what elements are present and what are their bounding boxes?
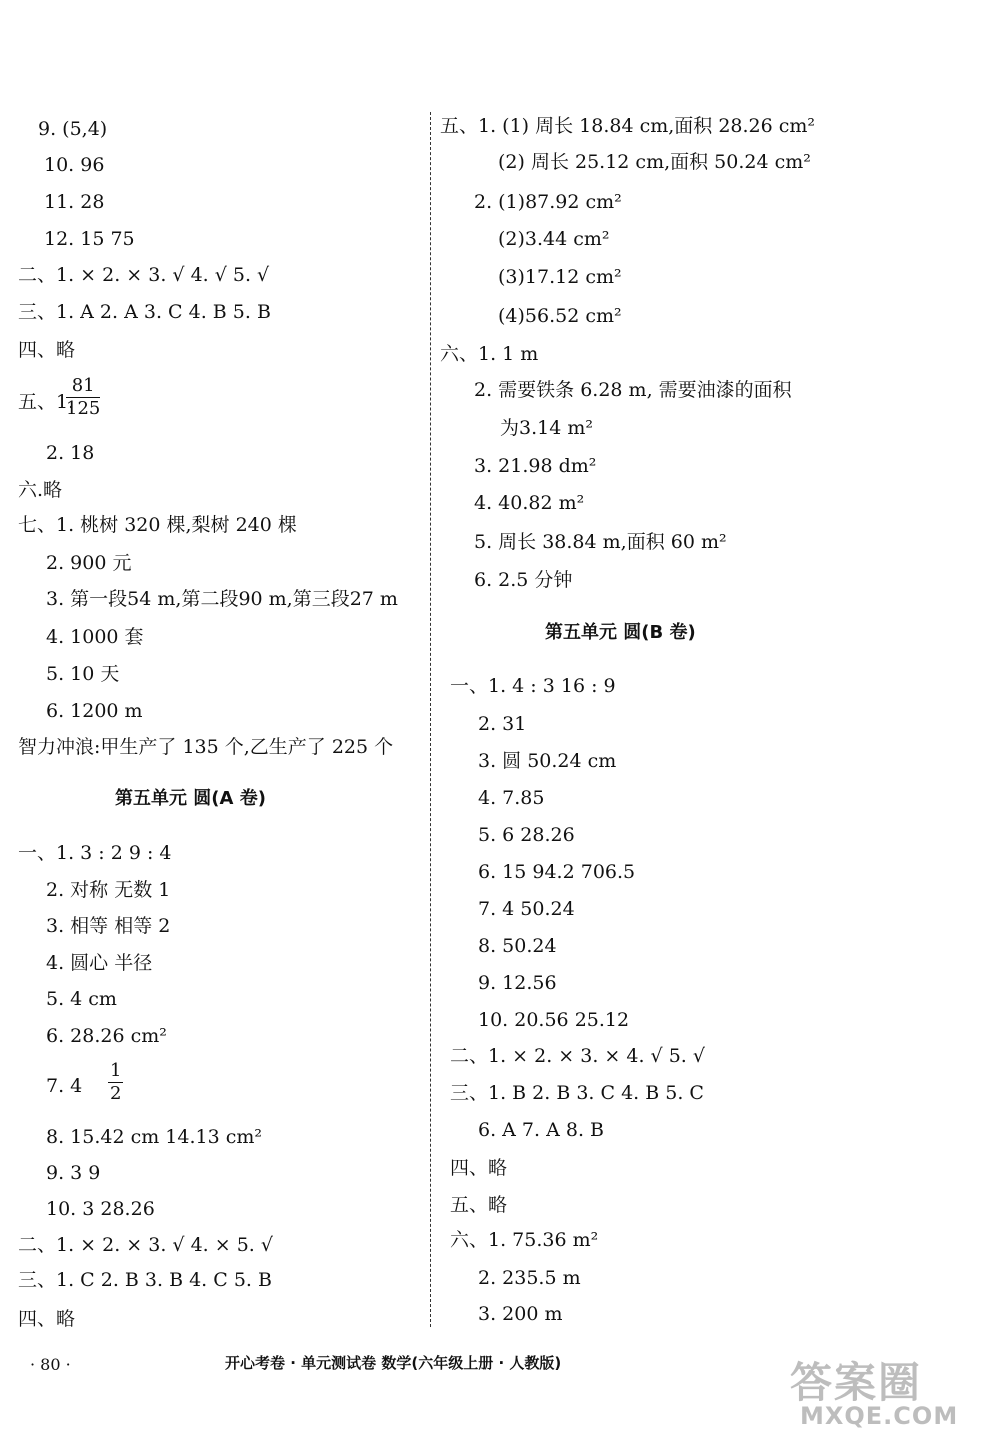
right-answer-line: 9. 12.56: [478, 972, 557, 994]
left-answer-line: 六.略: [18, 479, 63, 501]
left-answer-line: 三、1. C 2. B 3. B 4. C 5. B: [18, 1269, 272, 1291]
left-answer-line: 四、略: [18, 339, 76, 361]
right-answer-line: 6. 2.5 分钟: [474, 569, 573, 591]
left-answer-line: 9. (5,4): [38, 118, 108, 140]
left-answer-line: 6. 1200 m: [46, 700, 143, 722]
fraction-numerator: 1: [110, 1060, 122, 1081]
right-answer-line: 2. 235.5 m: [478, 1267, 581, 1289]
left-answer-line: 四、略: [18, 1308, 76, 1330]
right-answer-line: 为3.14 m²: [500, 417, 593, 439]
left-answer-line: 4. 圆心 半径: [46, 952, 153, 974]
right-answer-line: 8. 50.24: [478, 935, 557, 957]
right-answer-line: 一、1. 4 : 3 16 : 9: [450, 675, 616, 697]
left-answer-line: 9. 3 9: [46, 1162, 101, 1184]
right-answer-line: 二、1. × 2. × 3. × 4. √ 5. √: [450, 1045, 705, 1067]
watermark-logo: [780, 1350, 990, 1435]
right-answer-line: 6. 15 94.2 706.5: [478, 861, 636, 883]
column-divider: [430, 112, 431, 1327]
right-answer-line: 3. 21.98 dm²: [474, 455, 597, 477]
left-answer-line: 5. 4 cm: [46, 988, 117, 1010]
right-answer-line: 六、1. 75.36 m²: [450, 1229, 599, 1251]
fraction-81-125: [66, 375, 100, 420]
right-answer-line: 五、略: [450, 1194, 508, 1216]
left-answer-line: 2. 900 元: [46, 552, 132, 574]
right-answer-line: (2) 周长 25.12 cm,面积 50.24 cm²: [498, 151, 811, 173]
left-answer-line: 2. 18: [46, 442, 95, 464]
fraction-1-2: [108, 1060, 123, 1105]
fraction-numerator: 81: [66, 375, 100, 398]
right-answer-line: 三、1. B 2. B 3. C 4. B 5. C: [450, 1082, 704, 1104]
fraction-denominator: 2: [110, 1083, 122, 1104]
left-answer-line: 12. 15 75: [44, 228, 135, 250]
right-answer-line: 4. 7.85: [478, 787, 545, 809]
right-answer-line: (2)3.44 cm²: [498, 228, 610, 250]
left-answer-line: 5. 10 天: [46, 663, 120, 685]
right-answer-line: 2. (1)87.92 cm²: [474, 191, 622, 213]
right-answer-line: 3. 圆 50.24 cm: [478, 750, 617, 772]
left-answer-line: 一、1. 3 : 2 9 : 4: [18, 842, 172, 864]
right-answer-line: 五、1. (1) 周长 18.84 cm,面积 28.26 cm²: [440, 115, 816, 137]
right-answer-line: 5. 周长 38.84 m,面积 60 m²: [474, 531, 727, 553]
left-answer-line: 五、1.: [18, 391, 75, 413]
right-answer-line: 10. 20.56 25.12: [478, 1009, 630, 1031]
watermark-text: 答案圈: [790, 1358, 923, 1407]
right-answer-line: (4)56.52 cm²: [498, 305, 622, 327]
section-heading-b: 第五单元 圆(B 卷): [545, 622, 696, 643]
left-answer-line: 智力冲浪:甲生产了 135 个,乙生产了 225 个: [18, 736, 394, 758]
watermark-url: MXQE.COM: [800, 1402, 959, 1430]
left-answer-line: 10. 96: [44, 154, 105, 176]
fraction-denominator: 125: [66, 398, 101, 419]
left-answer-line: 七、1. 桃树 320 棵,梨树 240 棵: [18, 514, 297, 536]
left-answer-line: 2. 对称 无数 1: [46, 879, 171, 901]
left-answer-line: 7. 4: [46, 1075, 83, 1097]
left-answer-line: 10. 3 28.26: [46, 1198, 155, 1220]
left-answer-line: 4. 1000 套: [46, 626, 144, 648]
left-answer-line: 3. 第一段54 m,第二段90 m,第三段27 m: [46, 588, 398, 610]
right-answer-line: 2. 需要铁条 6.28 m, 需要油漆的面积: [474, 379, 792, 401]
right-answer-line: 四、略: [450, 1157, 508, 1179]
left-answer-line: 二、1. × 2. × 3. √ 4. × 5. √: [18, 1234, 273, 1256]
page-number: · 80 ·: [30, 1355, 71, 1374]
left-answer-line: 3. 相等 相等 2: [46, 915, 171, 937]
left-answer-line: 二、1. × 2. × 3. √ 4. √ 5. √: [18, 264, 270, 286]
left-answer-line: 8. 15.42 cm 14.13 cm²: [46, 1126, 263, 1148]
left-answer-line: 6. 28.26 cm²: [46, 1025, 167, 1047]
left-answer-line: 11. 28: [44, 191, 105, 213]
right-answer-line: 3. 200 m: [478, 1303, 563, 1325]
right-answer-line: 7. 4 50.24: [478, 898, 575, 920]
section-heading-a: 第五单元 圆(A 卷): [115, 788, 266, 809]
footer-title: 开心考卷 · 单元测试卷 数学(六年级上册 · 人教版): [225, 1354, 562, 1372]
right-answer-line: 5. 6 28.26: [478, 824, 575, 846]
left-answer-line: 三、1. A 2. A 3. C 4. B 5. B: [18, 301, 271, 323]
right-answer-line: (3)17.12 cm²: [498, 266, 622, 288]
right-answer-line: 六、1. 1 m: [440, 343, 539, 365]
right-answer-line: 6. A 7. A 8. B: [478, 1119, 604, 1141]
right-answer-line: 2. 31: [478, 713, 527, 735]
right-answer-line: 4. 40.82 m²: [474, 492, 585, 514]
